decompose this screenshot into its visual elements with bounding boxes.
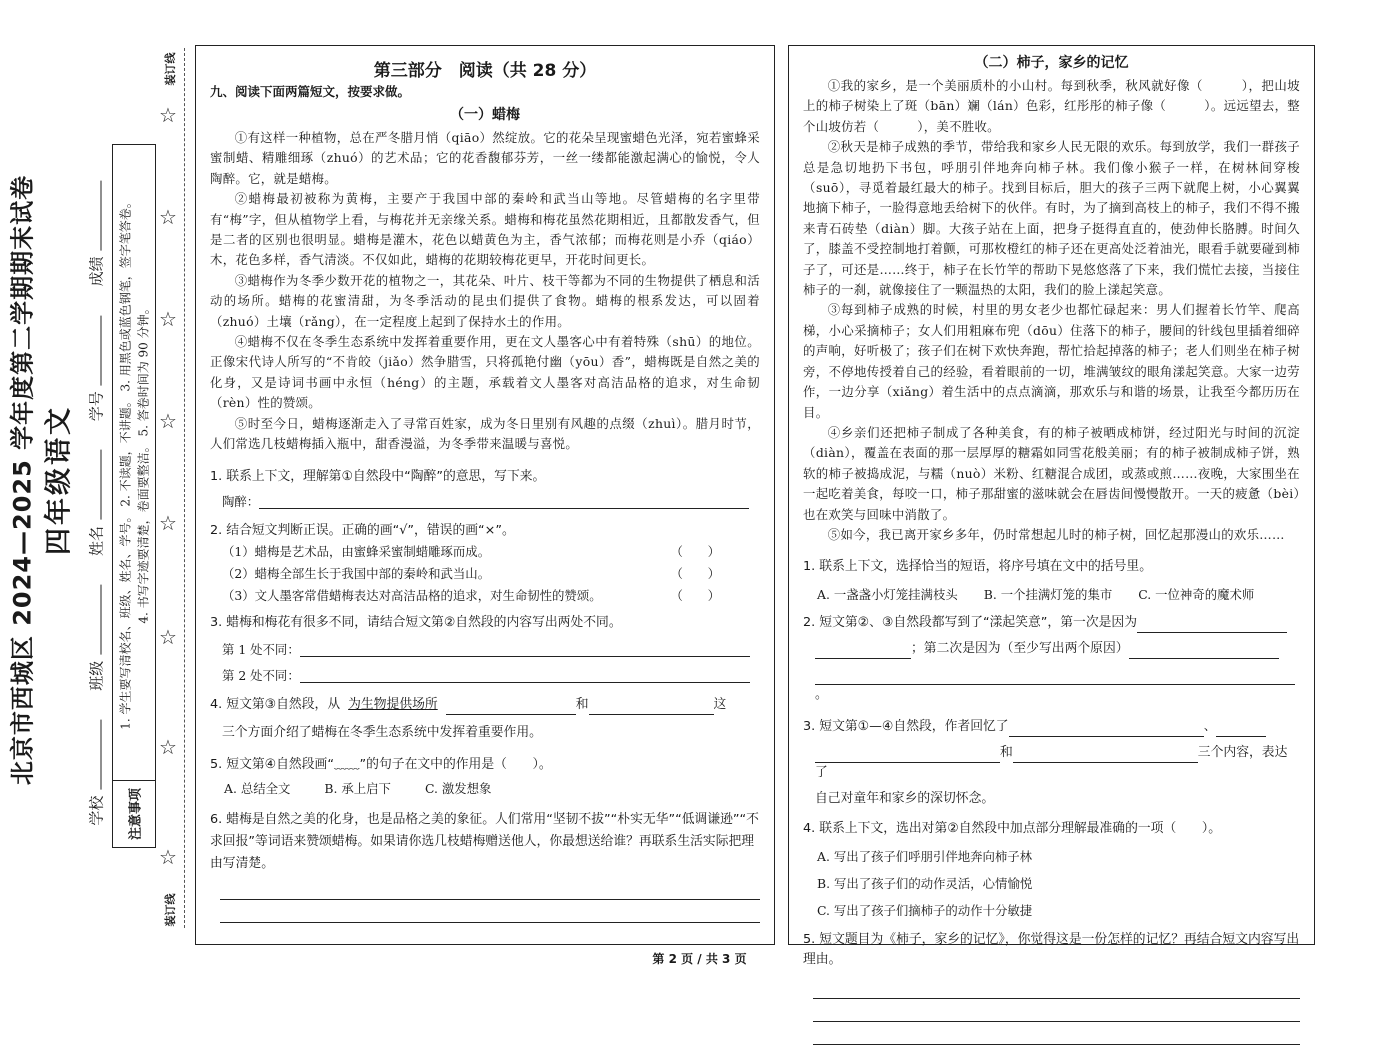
section-title: 第三部分 阅读（共 28 分） — [373, 61, 597, 81]
q3-item-1: 第 1 处不同： — [222, 641, 300, 657]
reading-panel-left — [195, 45, 775, 945]
r-paragraph-1: ①我的家乡，是一个美丽质朴的小山村。每到秋季，秋风就好像（ ），把山坡上的柿子树染上了斑（bān）斓（lán）色彩，红彤彤的柿子像（ ）。远远望去，整个山坡仿若（ ），美不胜收。 — [803, 78, 1300, 134]
r-q2-period: 。 — [815, 687, 828, 703]
binding-line — [184, 48, 185, 928]
student-info-row — [86, 174, 107, 825]
student-id-label: 学号 — [87, 391, 106, 422]
score-label: 成绩 — [87, 256, 106, 287]
r-q2-line-2 — [815, 639, 1300, 659]
q1-answer-line[interactable] — [259, 494, 749, 509]
r-paragraph-5: ⑤如今，我已离开家乡多年，仍时常想起儿时的柿子树，回忆起那漫山的欢乐…… — [827, 526, 1285, 542]
r-question-3 — [803, 717, 1300, 737]
star-icon: ☆ — [159, 307, 177, 331]
r-q3-blank-3[interactable] — [1013, 748, 1198, 763]
paragraph-3: ③蜡梅作为冬季少数开花的植物之一，其花朵、叶片、枝干等都为不同的生物提供了栖息和活动的场所。蜡梅的花蜜清甜，为冬季活动的昆虫们提供了食物。蜡梅的根系发达，可以固着（zhuó）土壤（rǎng），在一定程度上起到了保持水土的作用。 — [210, 272, 760, 329]
r-paragraph-4: ④乡亲们还把柿子制成了各种美食，有的柿子被晒成柿饼，经过阳光与时间的沉淀（diàn），覆盖在表面的那一层厚厚的糖霜如同雪花般美丽；有的柿子被制成柿子饼，熟软的柿子被捣成泥，与糯（nuò）米粉、红糖混合成团，或蒸或煎……夜晚，大家围坐在一起吃着美食，每咬一口，柿子那甜蜜的滋味就会在唇齿间慢慢散开。一天的疲惫（bèi）也在欢笑与回味中消散了。 — [803, 424, 1300, 522]
q3-answer-line-2[interactable] — [300, 668, 750, 683]
r-q3-and: 和 — [1000, 745, 1013, 761]
r-q4-option-a[interactable]: A. 写出了孩子们呼朋引伴地奔向柿子林 — [817, 849, 1033, 865]
q4-and: 和 — [575, 696, 589, 712]
r-q5-answer-line-2[interactable] — [813, 999, 1300, 1022]
notice-box — [112, 144, 156, 848]
star-icon: ☆ — [159, 205, 177, 229]
star-icon: ☆ — [159, 511, 177, 535]
r-q4-option-c[interactable]: C. 写出了孩子们摘柿子的动作十分敏捷 — [817, 903, 1033, 919]
star-icon: ☆ — [159, 845, 177, 869]
q5-option-c[interactable]: C. 激发想象 — [424, 780, 492, 796]
q4-prefix: 4. 短文第③自然段，从 — [210, 696, 341, 712]
r-q2-blank-4[interactable] — [815, 670, 1295, 685]
r-q5-answer-line-3[interactable] — [813, 1022, 1300, 1045]
q4-blank-2[interactable] — [589, 700, 714, 715]
paragraph-5: ⑤时至今日，蜡梅逐渐走入了寻常百姓家，成为冬日里别有风趣的点缀（zhuì）。腊月时节，人们常选几枝蜡梅插入瓶中，甜香漫溢，为冬季带来温暖与喜悦。 — [210, 415, 760, 452]
r-q2-part-b: ；第二次是因为（至少写出两个原因） — [911, 641, 1129, 657]
q3-item-2: 第 2 处不同： — [222, 667, 300, 683]
q2-item-2: （2）蜡梅全部生长于我国中部的秦岭和武当山。 — [222, 565, 491, 581]
notice-header — [113, 780, 155, 847]
reading-panel-right — [788, 45, 1315, 968]
r-q3-comma: 、 — [1203, 719, 1217, 735]
notice-line-1: 1. 学生要写清校名、班级、姓名、学号。 2. 不读题，不讲题。 3. 用黑色或蓝色钢笔，签字笔答卷。 — [118, 196, 133, 730]
r-q2-part-a: 2. 短文第②、③自然段都写到了“漾起笑意”，第一次是因为 — [803, 615, 1138, 631]
r-question-4: 4. 联系上下文，选出对第②自然段中加点部分理解最准确的一项（ ）。 — [803, 821, 1222, 837]
r-q5-answer-line-1[interactable] — [813, 976, 1300, 999]
r-q3-blank-1[interactable] — [1009, 722, 1204, 737]
q4-blank-1[interactable] — [446, 700, 576, 715]
star-icon: ☆ — [159, 625, 177, 649]
q6-answer-line-2[interactable] — [220, 900, 760, 923]
binding-label-top: 装订线 — [164, 52, 177, 86]
paragraph-2: ②蜡梅最初被称为黄梅，主要产于我国中部的秦岭和武当山等地。尽管蜡梅的名字里带有“梅”字，但从植物学上看，与梅花并无亲缘关系。蜡梅和梅花虽然花期相近，且都散发香气，但是二者的区别也很明显。蜡梅是灌木，花色以蜡黄色为主，香气浓郁；而梅花则是小乔（qiáo）木，花色多样，香气清淡。不仅如此，蜡梅的花期较梅花更早，开花时间更长。 — [210, 191, 760, 268]
instruction: 九、阅读下面两篇短文，按要求做。 — [210, 84, 411, 99]
binding-stars — [158, 52, 182, 927]
passage-title-1: （一）蜡梅 — [450, 107, 520, 123]
r-q3-blank-2[interactable] — [815, 748, 1000, 763]
student-id-field[interactable] — [101, 315, 102, 385]
r-paragraph-3: ③每到柿子成熟的时候，村里的男女老少也都忙碌起来：男人们握着长竹竿、爬高梯，小心采摘柿子；女人们用粗麻布兜（dōu）住落下的柿子，腰间的针线包里插着细碎的声响，好听极了；孩子们在树下欢快奔跑，帮忙拾起掉落的柿子；老人们则坐在柿子树旁，不停地传授着自己的经验，看着眼前的一切，堆满皱纹的眼角漾起笑意。大家一边劳作，一边分享（xiǎng）着生活中的点点滴滴，那欢乐与和谐的场景，让我至今都历历在目。 — [803, 302, 1300, 420]
q4-line-2: 三个方面介绍了蜡梅在冬季生态系统中发挥着重要作用。 — [222, 724, 542, 740]
binding-label-bottom: 装订线 — [164, 893, 177, 927]
r-q3-blank-2a[interactable] — [1216, 722, 1266, 737]
q4-given-answer: 为生物提供场所 — [348, 696, 438, 712]
r-q3-part-b: 三个内容，表达了 — [815, 745, 1288, 781]
page-footer: 第 2 页 / 共 3 页 — [652, 952, 747, 966]
r-q1-option-c[interactable]: C. 一位神奇的魔术师 — [1138, 587, 1255, 603]
q5-option-b[interactable]: B. 承上启下 — [324, 780, 391, 796]
r-question-5: 5. 短文题目为《柿子，家乡的记忆》，你觉得这是一份怎样的记忆？再结合短文内容写出理由。 — [803, 932, 1300, 968]
question-2: 2. 结合短文判断正误。正确的画“√”，错误的画“×”。 — [210, 522, 515, 538]
r-paragraph-2: ②秋天是柿子成熟的季节，带给我和家乡人民无限的欢乐。每到放学，我们一群孩子总是急切地扔下书包，呼朋引伴地奔向柿子林。我们像小猴子一样，在树林间穿梭（suō），寻觅着最红最大的柿子。找到目标后，胆大的孩子三两下就爬上树，小心翼翼地摘下柿子，一脸得意地丢给树下的伙伴。有时，为了摘到高枝上的柿子，我们不得不搬来青石砖垫（diàn）脚。大孩子站在上面，把身子挺得直直的，使劲伸长胳膊。时间久了，膝盖不受控制地打着颤，可那枚橙红的柿子还在更高处泛着油光，眼看手就要碰到柿子了，可还是……终于，柿子在长竹竿的帮助下晃悠悠落了下来，我们慌忙去接，当接住柿子的一刹，就像接住了一颗温热的太阳，我们的脸上漾起笑意。 — [803, 139, 1300, 298]
r-q4-option-b[interactable]: B. 写出了孩子们的动作灵活，心情愉悦 — [817, 876, 1033, 892]
paragraph-1: ①有这样一种植物，总在严冬腊月悄（qiāo）然绽放。它的花朵呈现蜜蜡色光泽，宛若蜜蜂采蜜制蜡、精雕细琢（zhuó）的艺术品；它的花香馥郁芬芳，一丝一缕都能激起满心的愉悦，令人陶醉。它，就是蜡梅。 — [210, 130, 760, 186]
question-1: 1. 联系上下文，理解第①自然段中“陶醉”的意思，写下来。 — [210, 468, 546, 484]
r-q3-part-a: 3. 短文第①—④自然段，作者回忆了 — [803, 719, 1009, 735]
q2-answer-2[interactable]: （ ） — [670, 565, 720, 581]
r-q1-option-b[interactable]: B. 一个挂满灯笼的集市 — [983, 587, 1113, 603]
q1-label: 陶醉： — [222, 493, 260, 509]
q4-end: 这 — [713, 696, 727, 712]
star-icon: ☆ — [159, 103, 177, 127]
school-label: 学校 — [87, 795, 106, 826]
name-label: 姓名 — [87, 525, 106, 557]
r-q3-line-2 — [815, 743, 1300, 783]
r-q1-option-a[interactable]: A. 一盏盏小灯笼挂满枝头 — [817, 587, 958, 603]
question-5: 5. 短文第④自然段画“﹏﹏”的句子在文中的作用是（ ）。 — [210, 756, 552, 772]
grade-title: 四年级语文 — [43, 405, 75, 555]
star-icon: ☆ — [159, 409, 177, 433]
r-question-2 — [803, 613, 1300, 633]
star-icon: ☆ — [159, 735, 177, 759]
q3-answer-line-1[interactable] — [300, 642, 750, 657]
q2-answer-3[interactable]: （ ） — [670, 587, 720, 603]
name-field[interactable] — [101, 450, 102, 520]
r-q3-line-3: 自己对童年和家乡的深切怀念。 — [815, 791, 995, 807]
notice-line-2: 4. 书写字迹要清楚，卷面要整洁。 5. 答卷时间为 90 分钟。 — [136, 302, 151, 624]
r-q2-line-3 — [815, 665, 1300, 705]
notice-label: 注意事项 — [128, 787, 144, 841]
school-field[interactable] — [101, 720, 102, 790]
q5-option-a[interactable]: A. 总结全文 — [224, 780, 291, 796]
passage-title-2: （二）柿子，家乡的记忆 — [974, 55, 1129, 71]
q6-answer-line-1[interactable] — [220, 877, 760, 900]
r-q2-blank-3[interactable] — [1129, 644, 1279, 659]
r-q2-blank-1[interactable] — [1137, 618, 1287, 633]
question-3: 3. 蜡梅和梅花有很多不同，请结合短文第②自然段的内容写出两处不同。 — [210, 614, 622, 630]
q2-answer-1[interactable]: （ ） — [670, 543, 720, 559]
r-question-1: 1. 联系上下文，选择恰当的短语，将序号填在文中的括号里。 — [803, 559, 1152, 575]
q2-item-3: （3）文人墨客常借蜡梅表达对高洁品格的追求，对生命韧性的赞颂。 — [222, 587, 602, 603]
question-4 — [210, 695, 760, 715]
score-field[interactable] — [101, 180, 102, 250]
question-6: 6. 蜡梅是自然之美的化身，也是品格之美的象征。人们常用“坚韧不拔”“朴实无华”“低调谦逊”“不求回报”等词语来赞颂蜡梅。如果请你选几枝蜡梅赠送他人，你最想送给谁？再联系生活实际把理由写清楚。 — [210, 811, 759, 871]
class-label: 班级 — [87, 660, 106, 691]
exam-title: 北京市西城区 2024—2025 学年度第二学期期末试卷 — [8, 174, 37, 786]
paragraph-4: ④蜡梅不仅在冬季生态系统中发挥着重要作用，更在文人墨客心中有着特殊（shū）的地位。正像宋代诗人所写的“不肯皎（jiǎo）然争腊雪，只将孤艳付幽（yōu）香”，蜡梅既是自然之美的化身，又是诗词书画中永恒（héng）的主题，承载着文人墨客对高洁品格的追求，对生命韧（rèn）性的赞颂。 — [210, 334, 760, 411]
q2-item-1: （1）蜡梅是艺术品，由蜜蜂采蜜制蜡雕琢而成。 — [222, 543, 491, 559]
class-field[interactable] — [101, 585, 102, 655]
r-q2-blank-2[interactable] — [815, 644, 911, 659]
